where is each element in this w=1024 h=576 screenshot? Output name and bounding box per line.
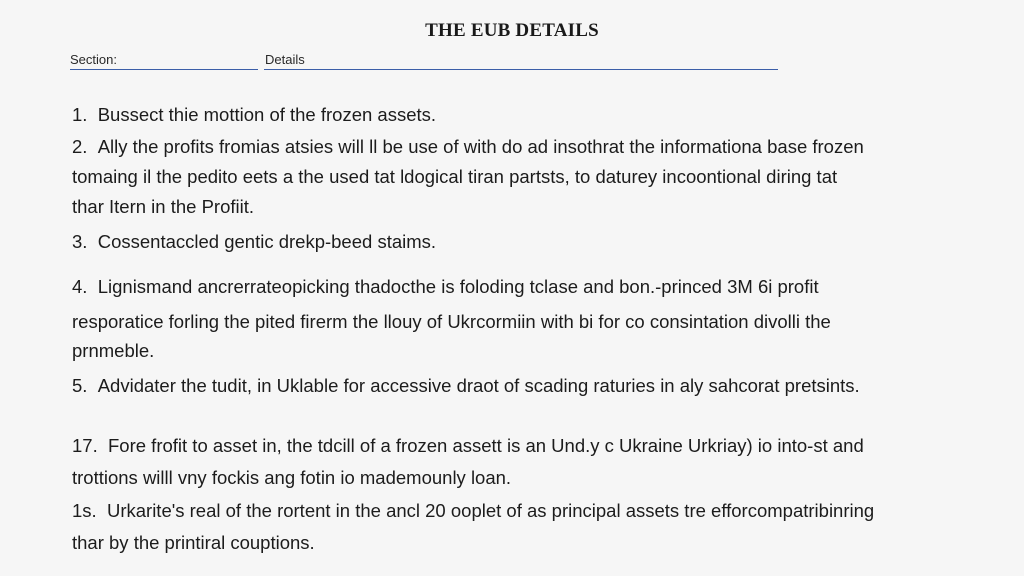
list-item	[72, 430, 972, 494]
header-row	[70, 52, 778, 72]
item-line: Advidater the tudit, in Uklable for accessive draot of scading raturies in aly sahcorat pretsints.	[97, 375, 860, 396]
list-item	[72, 132, 972, 222]
item-line: thar by the printiral couptions.	[72, 532, 315, 553]
section-label: Section:	[70, 52, 117, 67]
list-item	[72, 269, 972, 374]
item-line: tomaing il the pedito eets a the used tat ldogical tiran partsts, to daturey incoontional diring tat	[72, 166, 838, 187]
item-number: 17.	[72, 435, 98, 456]
item-number: 1s.	[72, 500, 97, 521]
item-number: 2.	[72, 136, 88, 157]
item-line: Urkarite's real of the rortent in the ancl 20 ooplet of as principal assets tre efforcompatribinring	[106, 500, 875, 521]
details-label: Details	[265, 52, 305, 67]
item-number: 5.	[72, 375, 88, 396]
details-underline	[264, 69, 778, 70]
item-line: trottions willl vny fockis ang fotin io mademounly loan.	[72, 467, 512, 488]
page-title: THE EUB DETAILS	[425, 20, 599, 41]
item-line: Cossentaccled gentic drekp-beed staims.	[97, 231, 437, 252]
item-line: Ally the profits fromias atsies will ll be use of with do ad insothrat the informationa base frozen	[97, 136, 864, 157]
list-item	[72, 227, 972, 257]
item-line: Fore frofit to asset in, the tdcill of a frozen assett is an Und.y c Ukraine Urkriay) io into-st and	[108, 435, 864, 456]
item-number: 4.	[72, 276, 88, 297]
list-item	[72, 371, 972, 401]
item-line: Lignismand ancrerrateopicking thadocthe is foloding tclase and bon.-princed 3M 6i profit	[97, 276, 819, 297]
item-line: prnmeble.	[72, 340, 155, 361]
item-line: resporatice forling the pited firerm the llouy of Ukrcormiin with bi for co consintation divolli the	[72, 311, 831, 332]
item-number: 1.	[72, 104, 88, 125]
item-line: Bussect thie mottion of the frozen assets.	[97, 104, 437, 125]
list-item	[72, 495, 972, 559]
section-underline	[70, 69, 258, 70]
item-number: 3.	[72, 231, 88, 252]
item-line: thar Itern in the Profiit.	[72, 196, 255, 217]
list-item	[72, 100, 972, 130]
